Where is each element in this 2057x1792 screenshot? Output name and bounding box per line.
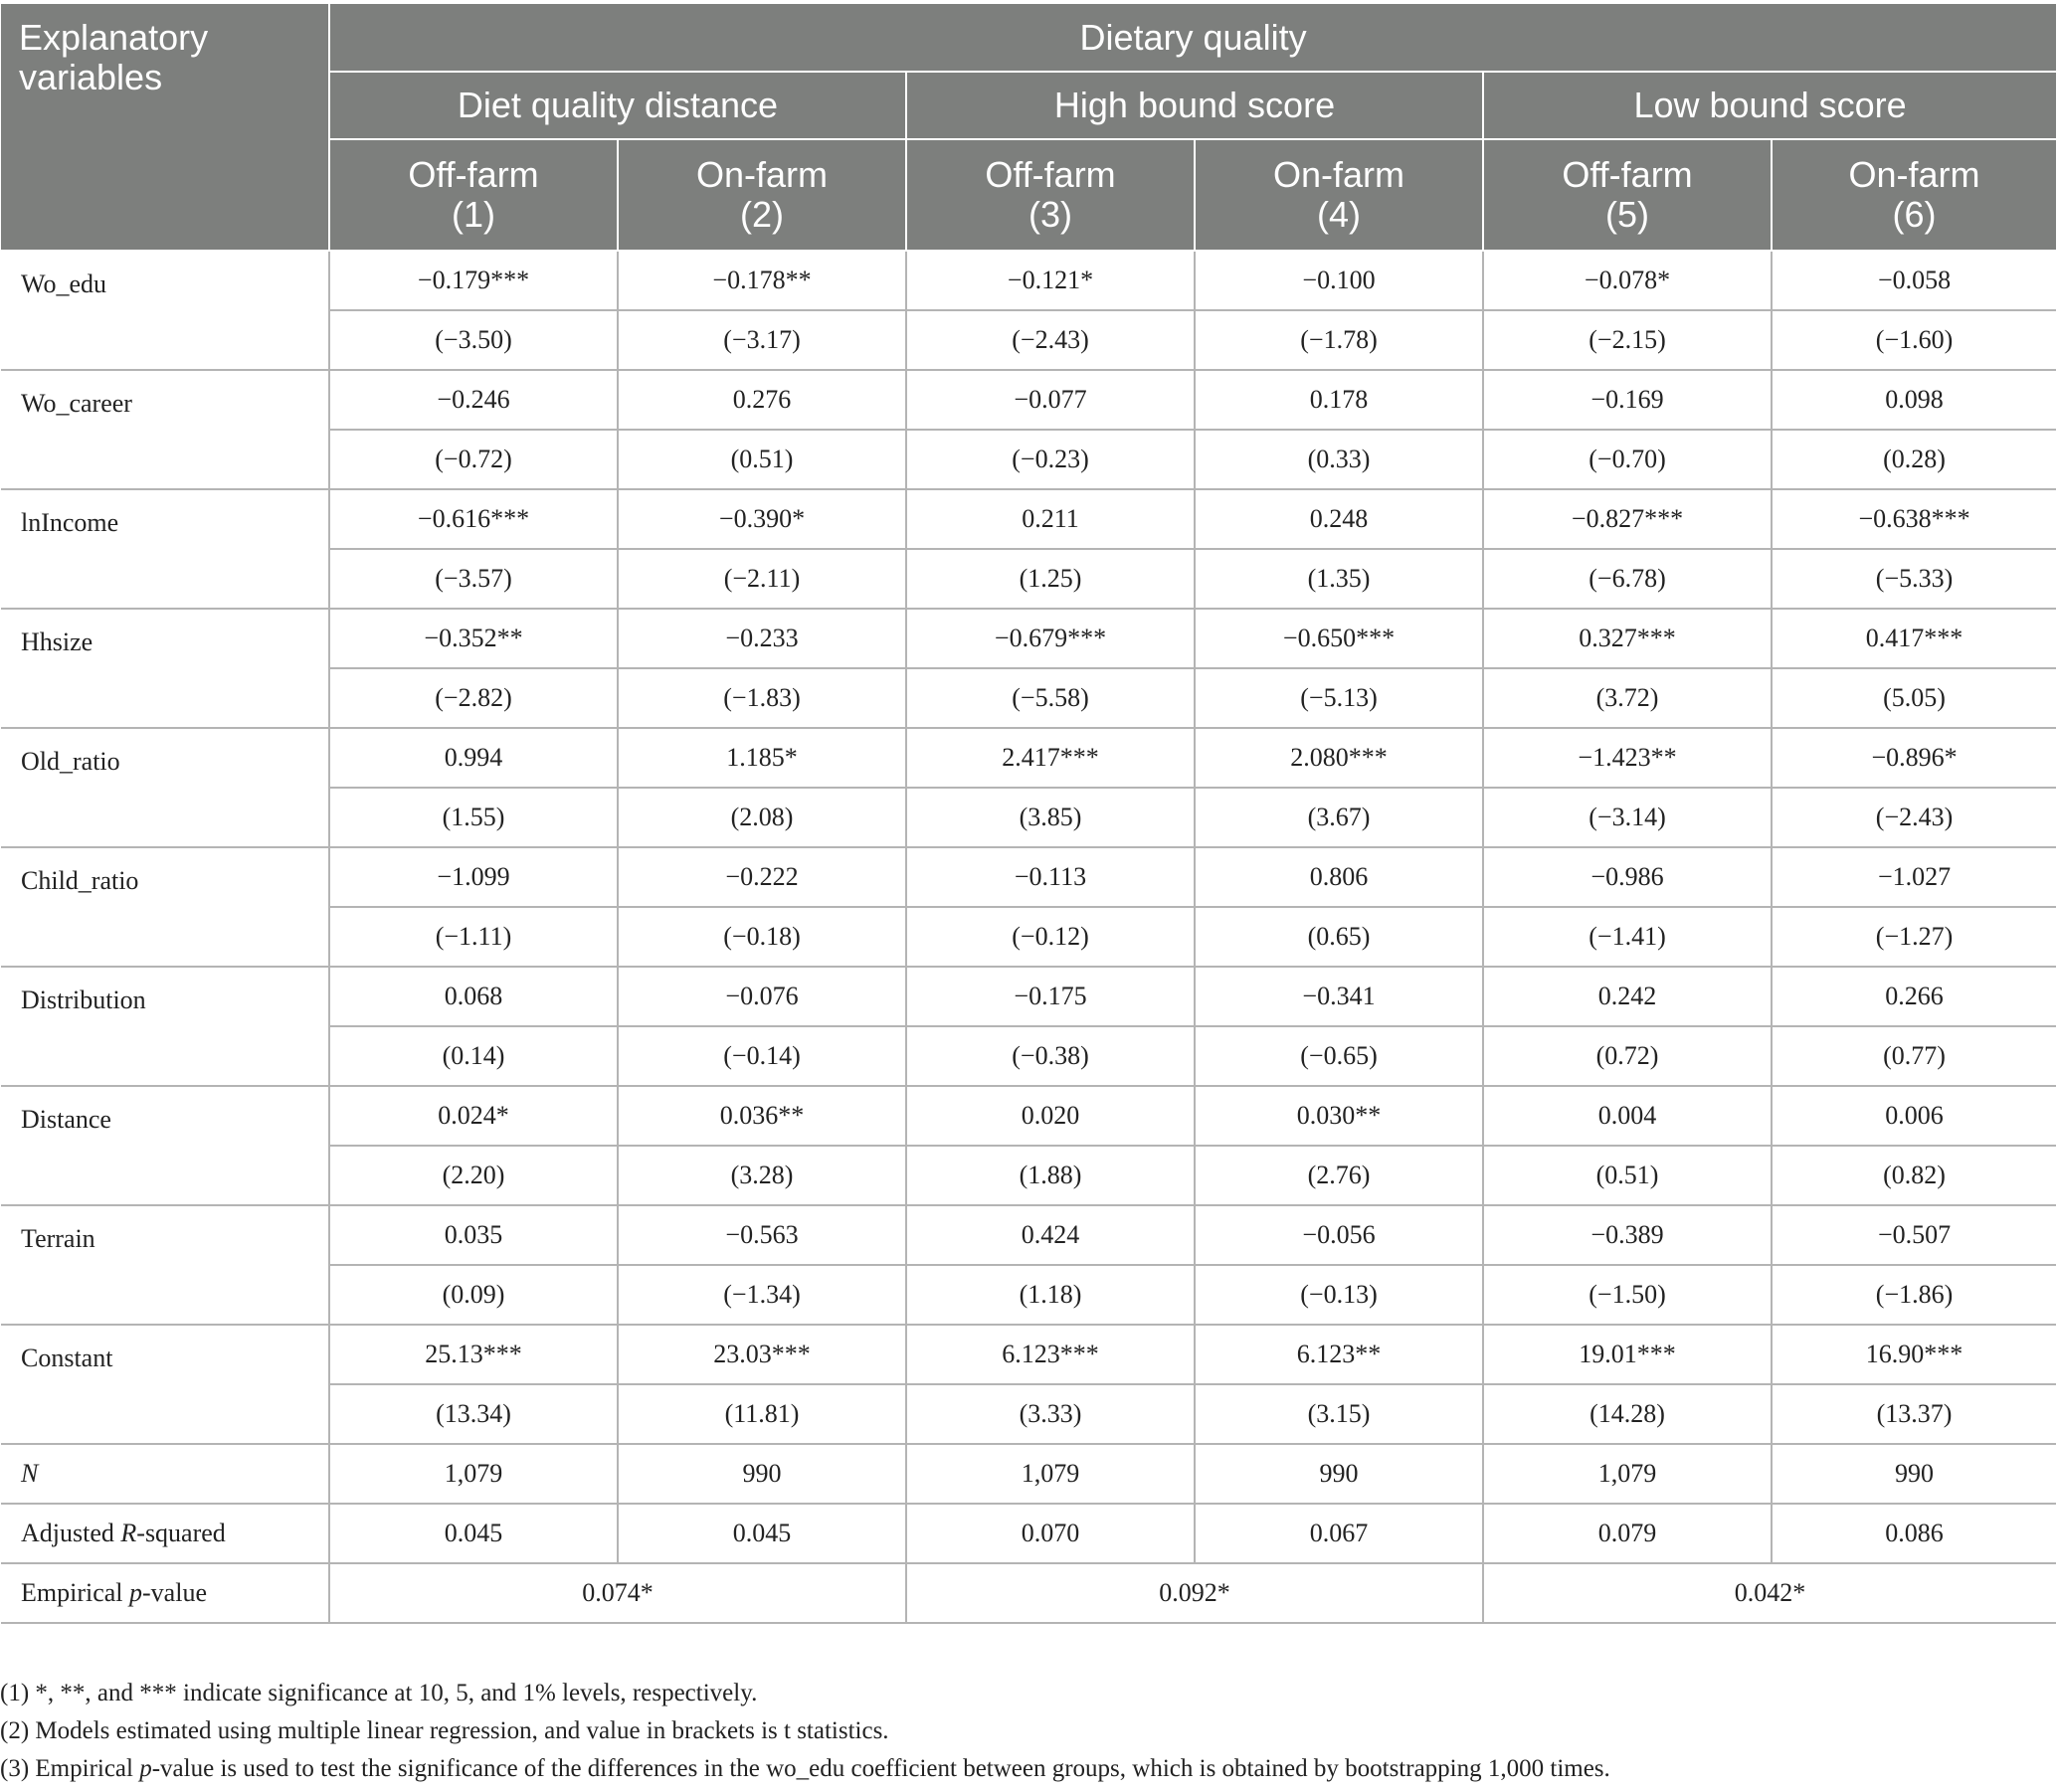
column-header-6 bbox=[1772, 139, 2056, 251]
label-text: Empirical bbox=[21, 1578, 130, 1607]
regression-table bbox=[1, 4, 2056, 1624]
coefficient-row bbox=[1, 251, 2056, 310]
column-header-number: (1) bbox=[452, 194, 495, 235]
adjusted-r-squared-value: 0.045 bbox=[329, 1504, 618, 1563]
n-value: 1,079 bbox=[906, 1444, 1195, 1504]
t-statistic-cell: (−2.15) bbox=[1483, 310, 1772, 370]
coefficient-cell: −0.352** bbox=[329, 609, 618, 668]
coefficient-row bbox=[1, 609, 2056, 668]
group-header-low-bound-score: Low bound score bbox=[1483, 72, 2056, 139]
column-header-label: On-farm bbox=[695, 154, 828, 195]
coefficient-cell: 0.020 bbox=[906, 1086, 1195, 1146]
dietary-quality-header: Dietary quality bbox=[329, 4, 2056, 72]
table-header bbox=[1, 4, 2056, 251]
coefficient-cell: −0.827*** bbox=[1483, 489, 1772, 549]
coefficient-cell: −0.507 bbox=[1772, 1205, 2056, 1265]
n-value: 990 bbox=[618, 1444, 906, 1504]
variable-name: Child_ratio bbox=[1, 847, 329, 967]
empirical-p-value: 0.092* bbox=[906, 1563, 1483, 1623]
coefficient-cell: −0.058 bbox=[1772, 251, 2056, 310]
t-statistic-cell: (−5.13) bbox=[1195, 668, 1483, 728]
coefficient-cell: −0.986 bbox=[1483, 847, 1772, 907]
coefficient-cell: −0.679*** bbox=[906, 609, 1195, 668]
coefficient-row bbox=[1, 847, 2056, 907]
coefficient-cell: −0.222 bbox=[618, 847, 906, 907]
coefficient-cell: −0.169 bbox=[1483, 370, 1772, 430]
t-statistic-cell: (−2.82) bbox=[329, 668, 618, 728]
t-statistic-cell: (−0.23) bbox=[906, 430, 1195, 489]
t-statistic-cell: (−0.65) bbox=[1195, 1026, 1483, 1086]
t-statistic-cell: (−1.41) bbox=[1483, 907, 1772, 967]
column-header-label: On-farm bbox=[1848, 154, 1980, 195]
coefficient-cell: −1.099 bbox=[329, 847, 618, 907]
coefficient-cell: 0.994 bbox=[329, 728, 618, 788]
t-statistic-cell: (−0.38) bbox=[906, 1026, 1195, 1086]
column-header-3 bbox=[906, 139, 1195, 251]
explanatory-variables-header: Explanatory variables bbox=[1, 4, 329, 251]
t-statistic-cell: (−2.43) bbox=[906, 310, 1195, 370]
coefficient-cell: −0.076 bbox=[618, 967, 906, 1026]
coefficient-cell: 6.123** bbox=[1195, 1325, 1483, 1384]
t-statistic-cell: (0.33) bbox=[1195, 430, 1483, 489]
t-statistic-cell: (3.67) bbox=[1195, 788, 1483, 847]
t-statistic-cell: (0.51) bbox=[1483, 1146, 1772, 1205]
t-statistic-cell: (3.72) bbox=[1483, 668, 1772, 728]
coefficient-cell: −0.175 bbox=[906, 967, 1195, 1026]
note-3-text-post: -value is used to test the significance of the differences in the wo_edu coefficient between groups, which is obtained by bootstrapping 1,000 times. bbox=[151, 1755, 1610, 1782]
coefficient-cell: 25.13*** bbox=[329, 1325, 618, 1384]
adjusted-r-squared-value: 0.067 bbox=[1195, 1504, 1483, 1563]
n-label: N bbox=[1, 1444, 329, 1504]
coefficient-cell: 2.417*** bbox=[906, 728, 1195, 788]
coefficient-cell: 0.417*** bbox=[1772, 609, 2056, 668]
label-text: -value bbox=[142, 1578, 207, 1607]
t-statistic-cell: (0.65) bbox=[1195, 907, 1483, 967]
t-statistic-cell: (1.18) bbox=[906, 1265, 1195, 1325]
coefficient-cell: −0.056 bbox=[1195, 1205, 1483, 1265]
label-italic: R bbox=[120, 1519, 137, 1547]
coefficient-cell: −0.246 bbox=[329, 370, 618, 430]
n-value: 990 bbox=[1772, 1444, 2056, 1504]
column-header-4 bbox=[1195, 139, 1483, 251]
t-statistic-cell: (−1.50) bbox=[1483, 1265, 1772, 1325]
column-header-number: (4) bbox=[1317, 194, 1361, 235]
variable-name: Distribution bbox=[1, 967, 329, 1086]
column-header-label: Off-farm bbox=[1562, 154, 1693, 195]
t-statistic-cell: (−0.72) bbox=[329, 430, 618, 489]
column-header-2 bbox=[618, 139, 906, 251]
t-statistic-cell: (−1.78) bbox=[1195, 310, 1483, 370]
t-statistic-cell: (5.05) bbox=[1772, 668, 2056, 728]
t-statistic-cell: (1.25) bbox=[906, 549, 1195, 609]
coefficient-cell: 0.248 bbox=[1195, 489, 1483, 549]
coefficient-cell: 0.276 bbox=[618, 370, 906, 430]
coefficient-row bbox=[1, 1086, 2056, 1146]
variable-name: Wo_career bbox=[1, 370, 329, 489]
table-body bbox=[1, 251, 2056, 1623]
t-statistic-cell: (−1.11) bbox=[329, 907, 618, 967]
label-text: Adjusted bbox=[21, 1519, 121, 1547]
note-2: (2) Models estimated using multiple linear regression, and value in brackets is t statistics. bbox=[0, 1717, 889, 1744]
coefficient-cell: −0.616*** bbox=[329, 489, 618, 549]
adjusted-r-squared-row bbox=[1, 1504, 2056, 1563]
coefficient-row bbox=[1, 728, 2056, 788]
t-statistic-cell: (0.82) bbox=[1772, 1146, 2056, 1205]
note-3-p-italic: p bbox=[139, 1755, 152, 1782]
coefficient-cell: 16.90*** bbox=[1772, 1325, 2056, 1384]
t-statistic-cell: (3.85) bbox=[906, 788, 1195, 847]
t-statistic-cell: (0.28) bbox=[1772, 430, 2056, 489]
coefficient-cell: 19.01*** bbox=[1483, 1325, 1772, 1384]
t-statistic-cell: (2.08) bbox=[618, 788, 906, 847]
t-statistic-cell: (0.72) bbox=[1483, 1026, 1772, 1086]
coefficient-cell: 0.098 bbox=[1772, 370, 2056, 430]
t-statistic-cell: (−1.83) bbox=[618, 668, 906, 728]
coefficient-row bbox=[1, 967, 2056, 1026]
variable-name: lnIncome bbox=[1, 489, 329, 609]
column-header-1 bbox=[329, 139, 618, 251]
coefficient-cell: 0.424 bbox=[906, 1205, 1195, 1265]
t-statistic-cell: (−3.57) bbox=[329, 549, 618, 609]
t-statistic-cell: (0.77) bbox=[1772, 1026, 2056, 1086]
coefficient-row bbox=[1, 489, 2056, 549]
t-statistic-cell: (0.51) bbox=[618, 430, 906, 489]
variable-name: Terrain bbox=[1, 1205, 329, 1325]
coefficient-row bbox=[1, 1325, 2056, 1384]
variable-name: Distance bbox=[1, 1086, 329, 1205]
t-statistic-cell: (−1.27) bbox=[1772, 907, 2056, 967]
n-value: 990 bbox=[1195, 1444, 1483, 1504]
t-statistic-cell: (13.37) bbox=[1772, 1384, 2056, 1444]
label-italic: p bbox=[129, 1578, 143, 1607]
t-statistic-cell: (1.55) bbox=[329, 788, 618, 847]
coefficient-cell: 23.03*** bbox=[618, 1325, 906, 1384]
coefficient-cell: −0.390* bbox=[618, 489, 906, 549]
t-statistic-cell: (−6.78) bbox=[1483, 549, 1772, 609]
t-statistic-cell: (3.15) bbox=[1195, 1384, 1483, 1444]
coefficient-cell: 1.185* bbox=[618, 728, 906, 788]
t-statistic-cell: (1.88) bbox=[906, 1146, 1195, 1205]
label-text: -squared bbox=[136, 1519, 226, 1547]
coefficient-cell: −0.896* bbox=[1772, 728, 2056, 788]
coefficient-cell: −0.078* bbox=[1483, 251, 1772, 310]
coefficient-cell: −0.389 bbox=[1483, 1205, 1772, 1265]
variable-name: Wo_edu bbox=[1, 251, 329, 370]
t-statistic-cell: (−0.14) bbox=[618, 1026, 906, 1086]
adjusted-r-squared-value: 0.079 bbox=[1483, 1504, 1772, 1563]
column-header-5 bbox=[1483, 139, 1772, 251]
n-value: 1,079 bbox=[329, 1444, 618, 1504]
coefficient-cell: 0.806 bbox=[1195, 847, 1483, 907]
adjusted-r-squared-value: 0.045 bbox=[618, 1504, 906, 1563]
t-statistic-cell: (−2.43) bbox=[1772, 788, 2056, 847]
column-header-number: (3) bbox=[1028, 194, 1072, 235]
coefficient-cell: −1.423** bbox=[1483, 728, 1772, 788]
coefficient-cell: 0.242 bbox=[1483, 967, 1772, 1026]
coefficient-cell: 0.036** bbox=[618, 1086, 906, 1146]
t-statistic-cell: (−3.50) bbox=[329, 310, 618, 370]
coefficient-cell: −0.233 bbox=[618, 609, 906, 668]
coefficient-cell: −0.179*** bbox=[329, 251, 618, 310]
adjusted-r-squared-value: 0.070 bbox=[906, 1504, 1195, 1563]
coefficient-cell: 0.024* bbox=[329, 1086, 618, 1146]
t-statistic-cell: (−3.14) bbox=[1483, 788, 1772, 847]
t-statistic-cell: (−3.17) bbox=[618, 310, 906, 370]
coefficient-row bbox=[1, 1205, 2056, 1265]
t-statistic-cell: (−5.58) bbox=[906, 668, 1195, 728]
empirical-p-value-row bbox=[1, 1563, 2056, 1623]
t-statistic-cell: (1.35) bbox=[1195, 549, 1483, 609]
coefficient-cell: 0.068 bbox=[329, 967, 618, 1026]
coefficient-cell: 0.030** bbox=[1195, 1086, 1483, 1146]
coefficient-row bbox=[1, 370, 2056, 430]
variable-name: Hhsize bbox=[1, 609, 329, 728]
coefficient-cell: −0.638*** bbox=[1772, 489, 2056, 549]
t-statistic-cell: (−1.60) bbox=[1772, 310, 2056, 370]
empirical-p-value-label bbox=[1, 1563, 329, 1623]
t-statistic-cell: (14.28) bbox=[1483, 1384, 1772, 1444]
coefficient-cell: −0.113 bbox=[906, 847, 1195, 907]
coefficient-cell: 0.327*** bbox=[1483, 609, 1772, 668]
t-statistic-cell: (2.20) bbox=[329, 1146, 618, 1205]
n-row bbox=[1, 1444, 2056, 1504]
table-notes bbox=[0, 1675, 2049, 1788]
note-1: (1) *, **, and *** indicate significance at 10, 5, and 1% levels, respectively. bbox=[0, 1680, 758, 1706]
t-statistic-cell: (11.81) bbox=[618, 1384, 906, 1444]
coefficient-cell: −0.100 bbox=[1195, 251, 1483, 310]
coefficient-cell: 0.211 bbox=[906, 489, 1195, 549]
note-3 bbox=[0, 1750, 2049, 1788]
t-statistic-cell: (−1.86) bbox=[1772, 1265, 2056, 1325]
coefficient-cell: −0.563 bbox=[618, 1205, 906, 1265]
note-3-text-pre: (3) Empirical bbox=[0, 1755, 140, 1782]
variable-name: Constant bbox=[1, 1325, 329, 1444]
t-statistic-cell: (0.09) bbox=[329, 1265, 618, 1325]
coefficient-cell: 0.178 bbox=[1195, 370, 1483, 430]
t-statistic-cell: (−5.33) bbox=[1772, 549, 2056, 609]
coefficient-cell: −0.178** bbox=[618, 251, 906, 310]
column-header-label: On-farm bbox=[1272, 154, 1404, 195]
column-header-label: Off-farm bbox=[408, 154, 539, 195]
group-header-diet-quality-distance: Diet quality distance bbox=[329, 72, 906, 139]
group-header-high-bound-score: High bound score bbox=[906, 72, 1483, 139]
coefficient-cell: 6.123*** bbox=[906, 1325, 1195, 1384]
t-statistic-cell: (−0.12) bbox=[906, 907, 1195, 967]
coefficient-cell: −0.077 bbox=[906, 370, 1195, 430]
column-header-label: Off-farm bbox=[985, 154, 1116, 195]
t-statistic-cell: (0.14) bbox=[329, 1026, 618, 1086]
coefficient-cell: −0.650*** bbox=[1195, 609, 1483, 668]
coefficient-cell: −0.341 bbox=[1195, 967, 1483, 1026]
t-statistic-cell: (−0.70) bbox=[1483, 430, 1772, 489]
t-statistic-cell: (−2.11) bbox=[618, 549, 906, 609]
t-statistic-cell: (3.33) bbox=[906, 1384, 1195, 1444]
adjusted-r-squared-value: 0.086 bbox=[1772, 1504, 2056, 1563]
adjusted-r-squared-label bbox=[1, 1504, 329, 1563]
coefficient-cell: 2.080*** bbox=[1195, 728, 1483, 788]
t-statistic-cell: (−0.13) bbox=[1195, 1265, 1483, 1325]
column-header-number: (2) bbox=[740, 194, 784, 235]
empirical-p-value: 0.042* bbox=[1483, 1563, 2056, 1623]
coefficient-cell: −1.027 bbox=[1772, 847, 2056, 907]
coefficient-cell: −0.121* bbox=[906, 251, 1195, 310]
coefficient-cell: 0.004 bbox=[1483, 1086, 1772, 1146]
n-value: 1,079 bbox=[1483, 1444, 1772, 1504]
empirical-p-value: 0.074* bbox=[329, 1563, 906, 1623]
column-header-number: (6) bbox=[1892, 194, 1937, 235]
t-statistic-cell: (−1.34) bbox=[618, 1265, 906, 1325]
coefficient-cell: 0.035 bbox=[329, 1205, 618, 1265]
coefficient-cell: 0.006 bbox=[1772, 1086, 2056, 1146]
coefficient-cell: 0.266 bbox=[1772, 967, 2056, 1026]
t-statistic-cell: (2.76) bbox=[1195, 1146, 1483, 1205]
column-header-number: (5) bbox=[1605, 194, 1649, 235]
t-statistic-cell: (3.28) bbox=[618, 1146, 906, 1205]
variable-name: Old_ratio bbox=[1, 728, 329, 847]
t-statistic-cell: (13.34) bbox=[329, 1384, 618, 1444]
t-statistic-cell: (−0.18) bbox=[618, 907, 906, 967]
